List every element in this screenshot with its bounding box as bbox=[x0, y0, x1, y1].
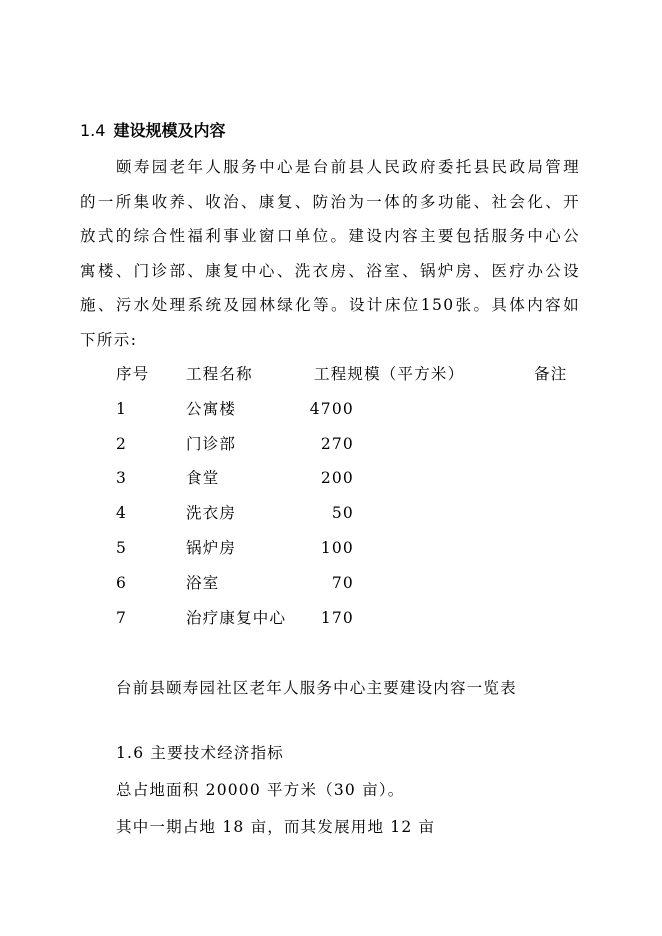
header-size: 工程规模（平方米） bbox=[314, 365, 465, 383]
header-name: 工程名称 bbox=[186, 365, 253, 383]
table-caption: 台前县颐寿园社区老年人服务中心主要建设内容一览表 bbox=[116, 679, 517, 697]
row-name: 治疗康复中心 bbox=[186, 608, 287, 627]
row-no: 6 bbox=[116, 573, 128, 592]
table-row bbox=[116, 466, 586, 501]
row-name: 公寓楼 bbox=[186, 399, 237, 418]
subsection-heading: 1.6 主要技术经济指标 bbox=[116, 744, 284, 762]
row-name: 门诊部 bbox=[186, 434, 237, 453]
row-value: 70 bbox=[331, 573, 354, 592]
section-heading bbox=[80, 120, 225, 142]
row-name: 洗衣房 bbox=[186, 504, 237, 523]
row-no: 2 bbox=[116, 434, 128, 453]
table-row bbox=[116, 397, 586, 432]
section-title: 建设规模及内容 bbox=[113, 121, 226, 140]
paragraph-line: 的一所集收养、收治、康复、防治为一体的多功能、社会化、开 bbox=[80, 192, 580, 211]
total-area-line: 总占地面积 20000 平方米（30 亩）。 bbox=[116, 781, 405, 799]
section-number: 1.4 bbox=[80, 121, 106, 140]
table-row bbox=[116, 606, 586, 641]
construction-table bbox=[116, 362, 586, 640]
paragraph-line: 下所示: bbox=[80, 330, 138, 349]
paragraph-line: 放式的综合性福利事业窗口单位。建设内容主要包括服务中心公 bbox=[80, 227, 580, 246]
row-name: 浴室 bbox=[186, 573, 220, 592]
row-value: 4700 bbox=[309, 399, 354, 418]
table-row bbox=[116, 432, 586, 467]
paragraph-line: 颐寿园老年人服务中心是台前县人民政府委托县民政局管理 bbox=[116, 158, 580, 176]
table-row bbox=[116, 571, 586, 606]
row-name: 食堂 bbox=[186, 469, 220, 488]
paragraph-line: 寓楼、门诊部、康复中心、洗衣房、浴室、锅炉房、医疗办公设 bbox=[80, 261, 580, 280]
header-note: 备注 bbox=[534, 365, 568, 383]
row-value: 170 bbox=[320, 608, 354, 627]
row-value: 100 bbox=[320, 538, 354, 557]
intro-paragraph bbox=[80, 150, 580, 358]
header-no: 序号 bbox=[116, 365, 150, 383]
row-no: 5 bbox=[116, 538, 128, 557]
phase-area-line: 其中一期占地 18 亩，而其发展用地 12 亩 bbox=[116, 818, 436, 836]
row-no: 3 bbox=[116, 469, 128, 488]
row-no: 7 bbox=[116, 608, 128, 627]
paragraph-line: 施、污水处理系统及园林绿化等。设计床位150张。具体内容如 bbox=[80, 296, 580, 315]
row-no: 4 bbox=[116, 504, 128, 523]
row-value: 50 bbox=[331, 504, 354, 523]
table-row bbox=[116, 501, 586, 536]
row-value: 270 bbox=[320, 434, 354, 453]
row-name: 锅炉房 bbox=[186, 538, 237, 557]
row-value: 200 bbox=[320, 469, 354, 488]
row-no: 1 bbox=[116, 399, 128, 418]
table-row bbox=[116, 536, 586, 571]
table-header-row bbox=[116, 362, 586, 397]
